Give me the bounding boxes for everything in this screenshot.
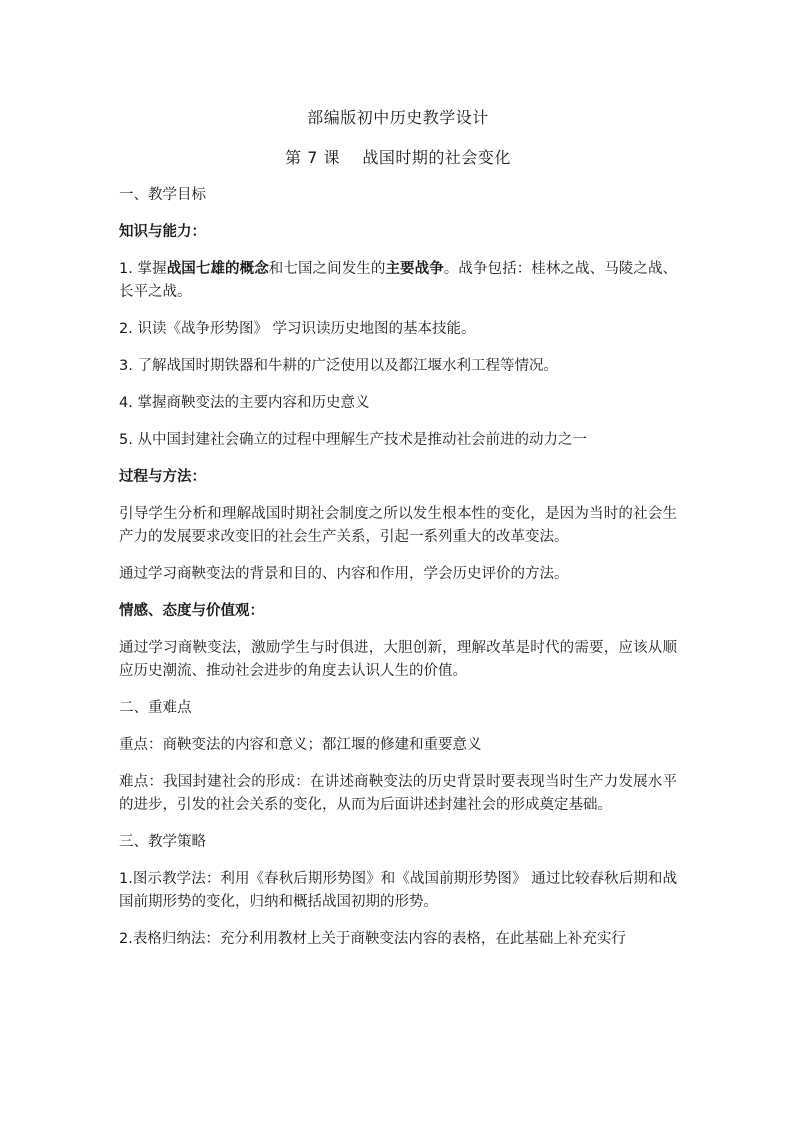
knowledge-item-4: 4. 掌握商鞅变法的主要内容和历史意义 (119, 395, 370, 411)
document-body (119, 104, 677, 965)
knowledge-item-1-prefix: 1. 掌握 (119, 261, 167, 277)
knowledge-item-5: 5. 从中国封建社会确立的过程中理解生产技术是推动社会前进的动力之一 (119, 432, 587, 448)
knowledge-item-2: 2. 识读《战争形势图》 学习识读历史地图的基本技能。 (119, 321, 476, 337)
section-heading-strategy: 三、教学策略 (119, 834, 206, 850)
subheading-knowledge: 知识与能力： (119, 224, 206, 240)
lesson-title: 第 7 课 战国时期的社会变化 (285, 148, 511, 167)
strategy-paragraph-2: 2.表格归纳法：充分利用教材上关于商鞅变法内容的表格，在此基础上补充实行 (119, 931, 626, 947)
difficulty-paragraph: 难点：我国封建社会的形成：在讲述商鞅变法的历史背景时要表现当时生产力发展水平的进步，引发的社会关系的变化，从而为后面讲述封建社会的形成奠定基础。 (119, 774, 677, 813)
emotion-paragraph-1: 通过学习商鞅变法，激励学生与时俱进，大胆创新，理解改革是时代的需要，应该从顺应历史潮流、推动社会进步的角度去认识人生的价值。 (119, 640, 677, 679)
knowledge-item-1 (119, 258, 677, 304)
section-heading-key-points: 二、重难点 (119, 700, 192, 716)
knowledge-item-1-suffix: 。战争包括：桂林之战、马陵之战、长平之战。 (119, 261, 678, 300)
process-paragraph-1: 引导学生分析和理解战国时期社会制度之所以发生根本性的变化，是因为当时的社会生产力的发展要求改变旧的社会生产关系，引起一系列重大的改革变法。 (119, 506, 677, 545)
process-paragraph-2: 通过学习商鞅变法的背景和目的、内容和作用，学会历史评价的方法。 (119, 566, 569, 582)
knowledge-item-1-bold-term-2: 主要战争 (385, 261, 444, 277)
key-point-paragraph: 重点：商鞅变法的内容和意义；都江堰的修建和重要意义 (119, 737, 482, 753)
subheading-process: 过程与方法： (119, 469, 206, 485)
strategy-paragraph-1: 1.图示教学法：利用《春秋后期形势图》和《战国前期形势图》 通过比较春秋后期和战国前期形势的变化，归纳和概括战国初期的形势。 (119, 871, 677, 910)
section-heading-goals: 一、教学目标 (119, 187, 206, 203)
document-title: 部编版初中历史教学设计 (307, 108, 489, 127)
knowledge-item-1-bold-term: 战国七雄的概念 (166, 261, 269, 277)
knowledge-item-3: 3. 了解战国时期铁器和牛耕的广泛使用以及都江堰水利工程等情况。 (119, 358, 558, 374)
knowledge-item-1-mid: 和七国之间发生的 (268, 261, 386, 277)
subheading-emotion: 情感、态度与价值观： (119, 603, 264, 619)
